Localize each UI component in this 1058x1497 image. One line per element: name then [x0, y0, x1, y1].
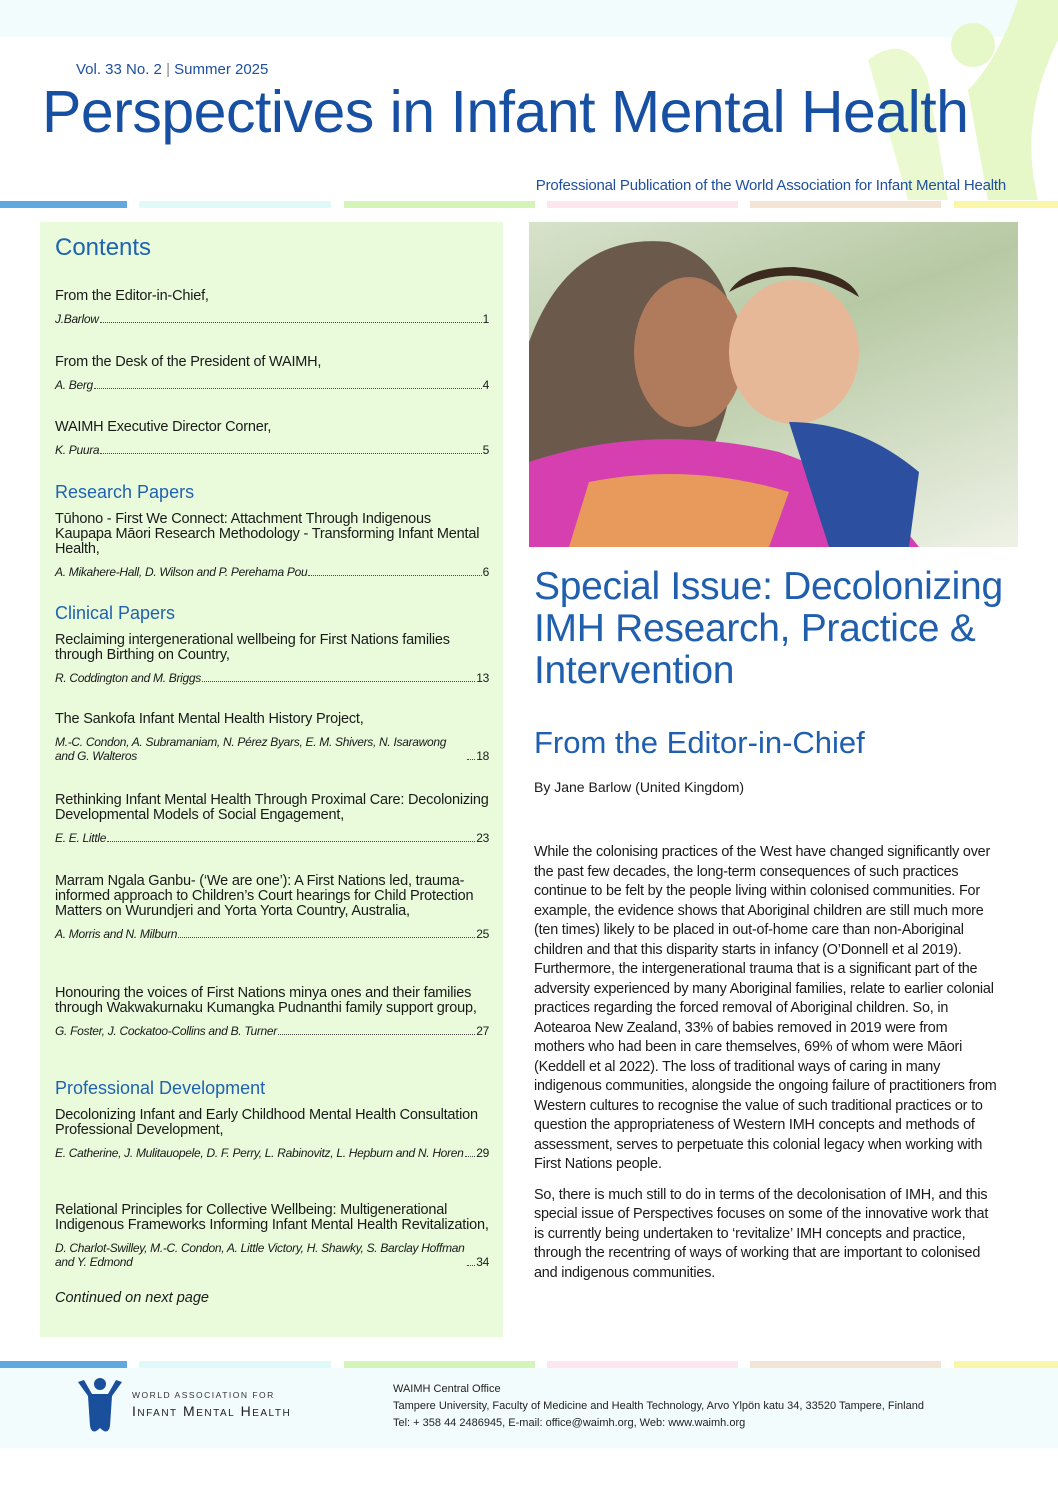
toc-entry[interactable]: Decolonizing Infant and Early Childhood Mental Health Consultation Professional Development, E. Catherine, J. Mulitauopele, D. F. Perry, L. Rabinovitz, L. Hepburn and N. Horen 29 — [55, 1107, 489, 1160]
toc-entry[interactable]: From the Editor-in-Chief, J.Barlow 1 — [55, 288, 489, 326]
grandmother-child-photo-icon — [529, 222, 1018, 547]
logo-text-line2: Infant Mental Health — [132, 1403, 292, 1419]
toc-entry[interactable]: The Sankofa Infant Mental Health History Project, M.-C. Condon, A. Subramaniam, N. Pérez Byars, E. M. Shivers, N. Isarawong and G. Walteros 18 — [55, 711, 489, 763]
toc-entry[interactable]: From the Desk of the President of WAIMH, A. Berg 4 — [55, 354, 489, 392]
toc-entry[interactable]: Honouring the voices of First Nations minya ones and their families through Wakwakurnaku Kumangka Pudnanthi family support group, G. Foster, J. Cockatoo-Collins and B. Turner 27 — [55, 985, 489, 1038]
continued-note: Continued on next page — [55, 1290, 209, 1306]
article-body — [534, 843, 998, 1294]
publication-title: Perspectives in Infant Mental Health — [42, 79, 969, 145]
color-bar-divider — [0, 1361, 1058, 1368]
toc-entry[interactable]: Marram Ngala Ganbu- (‘We are one’): A First Nations led, trauma-informed approach to Children’s Court hearings for Child Protection Matters on Wurundjeri and Yorta Yorta Country, Australia, A. Morris and N. Milburn 25 — [55, 873, 489, 941]
waimh-logo-icon — [76, 1376, 124, 1438]
cover-photo — [529, 222, 1018, 547]
toc-entry[interactable]: Rethinking Infant Mental Health Through Proximal Care: Decolonizing Developmental Models of Social Engagement, E. E. Little 23 — [55, 792, 489, 845]
section-heading-research: Research Papers — [55, 482, 195, 502]
paragraph: While the colonising practices of the West have changed significantly over the past few decades, the long-term consequences of such practices continue to be felt by the people living within colonised communities. For example, the evidence shows that Aboriginal children are still much more (ten times) likely to be placed in out-of-home care than non-Aboriginal children and that this disparity starts in infancy (O’Donnell et al 2019). Furthermore, the intergenerational trauma that is a significant part of the adversity experienced by many Aboriginal families, relate to earlier colonial practices regarding the forced removal of Aboriginal children. So, in Aotearoa New Zealand, 33% of babies removed in 2019 were from mothers who had been in care themselves, 69% of whom were Māori (Keddell et al 2022). The loss of traditional ways of caring in many indigenous communities, alongside the ongoing failure of practitioners from Western cultures to recognise the value of such traditional practices or to question the appropriateness of Western IMH concepts and methods of assessment, serves to perpetuate this colonial legacy when working with First Nations people. — [534, 844, 997, 1172]
byline: By Jane Barlow (United Kingdom) — [534, 779, 745, 795]
publication-subtitle: Professional Publication of the World Association for Infant Mental Health — [535, 177, 1006, 194]
color-bar-divider — [0, 201, 1058, 208]
office-address: WAIMH Central Office Tampere University, Faculty of Medicine and Health Technology, Arvo Ylpön katu 34, 33520 Tampere, Finland Tel: + 358 44 2486945, E-mail: office@waimh.org, Web: www.waimh.org — [393, 1383, 924, 1429]
toc-entry[interactable]: Relational Principles for Collective Wellbeing: Multigenerational Indigenous Frameworks Informing Infant Mental Health Revitalization, D. Charlot-Swilley, M.-C. Condon, A. Little Victory, H. Shawky, S. Barclay Hoffman and Y. Edmond 34 — [55, 1202, 489, 1269]
article-heading: From the Editor-in-Chief — [534, 725, 865, 760]
issue-info: Vol. 33 No. 2 | Summer 2025 — [76, 61, 269, 78]
special-issue-title: Special Issue: Decolonizing IMH Research, Practice & Intervention — [534, 565, 1003, 692]
paragraph: So, there is much still to do in terms of the decolonisation of IMH, and this special issue of Perspectives focuses on some of the innovative work that is currently being undertaken to ‘revitalize’ IMH concepts and practice, through the recentring of ways of working that are important to colonised and indigenous communities. — [534, 1186, 989, 1281]
toc-entry[interactable]: WAIMH Executive Director Corner, K. Puura 5 — [55, 419, 489, 457]
logo-text-line1: WORLD ASSOCIATION FOR — [132, 1390, 275, 1400]
contents-panel — [40, 222, 503, 1337]
section-heading-professional: Professional Development — [55, 1078, 266, 1098]
section-heading-clinical: Clinical Papers — [55, 603, 176, 623]
contents-heading: Contents — [55, 234, 152, 261]
toc-entry[interactable]: Reclaiming intergenerational wellbeing for First Nations families through Birthing on Country, R. Coddington and M. Briggs 13 — [55, 632, 489, 685]
toc-entry[interactable]: Tūhono - First We Connect: Attachment Through Indigenous Kaupapa Māori Research Methodology - Transforming Infant Mental Health, A. Mikahere-Hall, D. Wilson and P. Perehama Pou 6 — [55, 511, 489, 579]
